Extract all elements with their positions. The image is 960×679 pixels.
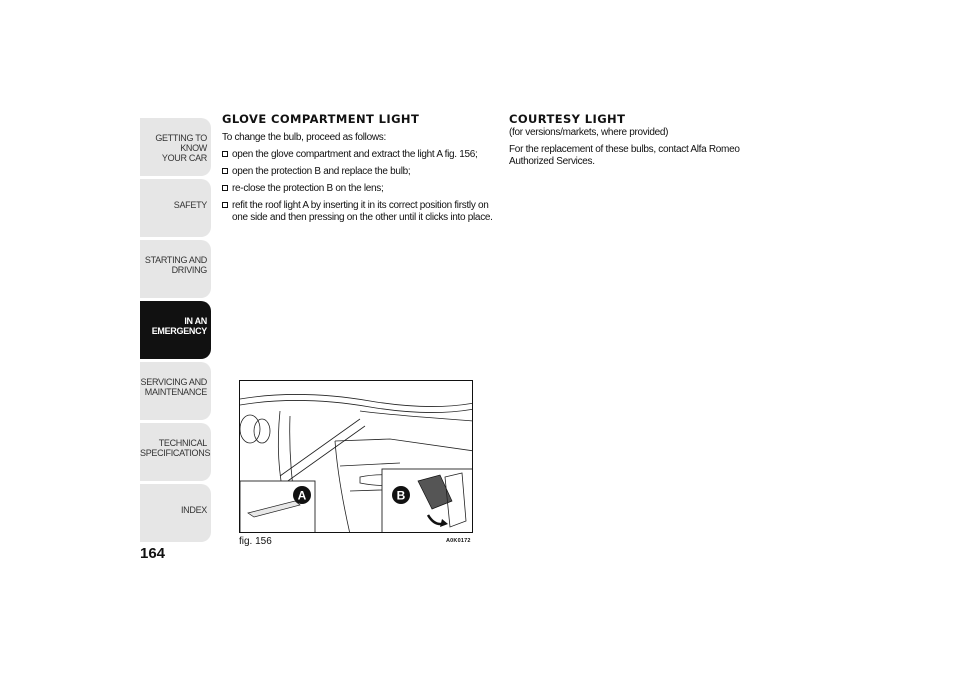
courtesy-light-body xyxy=(509,127,777,173)
step-2: open the protection B and replace the bulb; xyxy=(222,166,494,178)
figure-caption: fig. 156 xyxy=(239,536,272,547)
step-3: re-close the protection B on the lens; xyxy=(222,183,494,195)
glove-intro: To change the bulb, proceed as follows: xyxy=(222,132,386,143)
tab-index[interactable]: INDEX xyxy=(140,484,211,542)
glove-light-body xyxy=(222,132,494,229)
tab-starting-driving[interactable]: STARTING AND DRIVING xyxy=(140,240,211,298)
tab-in-an-emergency[interactable]: IN AN EMERGENCY xyxy=(140,301,211,359)
glove-light-title: GLOVE COMPARTMENT LIGHT xyxy=(222,112,420,126)
figure-code: A0K0172 xyxy=(446,538,471,544)
figure-156 xyxy=(239,380,473,533)
tab-getting-to-know[interactable]: GETTING TO KNOW YOUR CAR xyxy=(140,118,211,176)
page-number: 164 xyxy=(140,545,166,562)
tab-technical-specifications[interactable]: TECHNICAL SPECIFICATIONS xyxy=(140,423,211,481)
glove-compartment-illustration xyxy=(240,381,473,533)
tab-safety[interactable]: SAFETY xyxy=(140,179,211,237)
courtesy-subtitle: (for versions/markets, where provided) xyxy=(509,127,669,138)
step-4: refit the roof light A by inserting it in its correct position firstly on one side and then pressing on the other until it clicks into place. xyxy=(222,200,494,224)
label-b: B xyxy=(396,488,406,503)
courtesy-light-title: COURTESY LIGHT xyxy=(509,112,626,126)
step-1: open the glove compartment and extract the light A fig. 156; xyxy=(222,149,494,161)
label-a: A xyxy=(297,488,307,503)
tab-servicing-maintenance[interactable]: SERVICING AND MAINTENANCE xyxy=(140,362,211,420)
courtesy-text: For the replacement of these bulbs, contact Alfa Romeo Authorized Services. xyxy=(509,144,740,167)
